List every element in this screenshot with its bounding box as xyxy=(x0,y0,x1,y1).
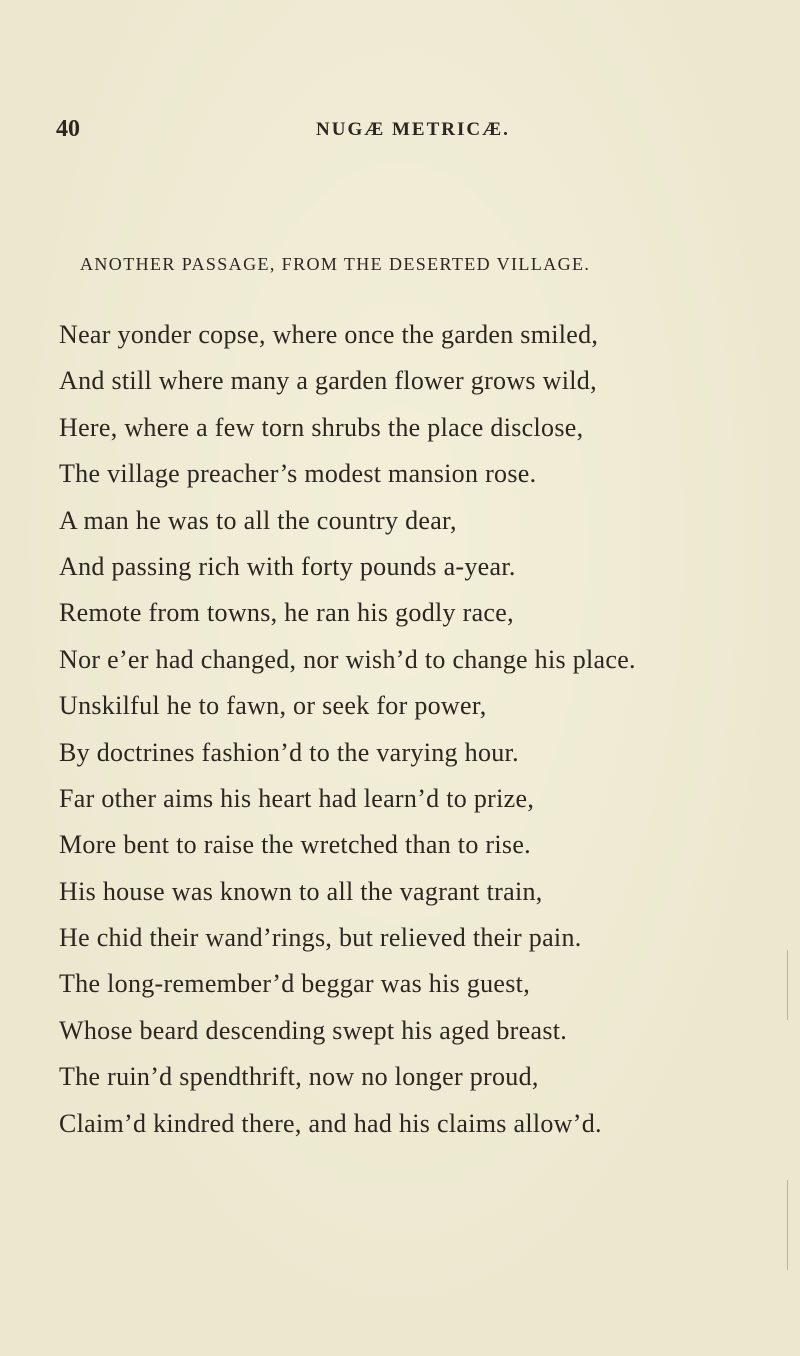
poem-line: Unskilful he to fawn, or seek for power, xyxy=(59,691,487,721)
page-header xyxy=(0,116,800,146)
running-head: NUGÆ METRICÆ. xyxy=(316,119,510,140)
poem xyxy=(59,312,779,1147)
poem-line: Whose beard descending swept his aged breast. xyxy=(59,1015,568,1045)
poem-line: The ruin’d spendthrift, now no longer proud, xyxy=(59,1062,539,1092)
poem-line: And passing rich with forty pounds a-year. xyxy=(59,551,516,581)
poem-line: By doctrines fashion’d to the varying hour. xyxy=(59,737,519,767)
poem-line: And still where many a garden flower grows wild, xyxy=(59,366,597,396)
poem-line: Remote from towns, he ran his godly race, xyxy=(59,598,514,628)
poem-line: More bent to raise the wretched than to rise. xyxy=(59,830,531,860)
paper-mark xyxy=(787,1180,788,1270)
poem-line: He chid their wand’rings, but relieved their pain. xyxy=(59,923,582,953)
page-number: 40 xyxy=(56,116,80,142)
poem-line: Near yonder copse, where once the garden smiled, xyxy=(59,320,599,349)
poem-line: A man he was to all the country dear, xyxy=(59,505,457,535)
poem-line: The village preacher’s modest mansion rose. xyxy=(59,459,537,489)
poem-line: The long-remember’d beggar was his guest, xyxy=(59,969,531,999)
paper-mark xyxy=(787,950,788,1020)
poem-line: His house was known to all the vagrant train, xyxy=(59,876,543,906)
poem-line: Nor e’er had changed, nor wish’d to change his place. xyxy=(59,644,636,674)
poem-line: Claim’d kindred there, and had his claims allow’d. xyxy=(59,1108,602,1138)
poem-line: Far other aims his heart had learn’d to prize, xyxy=(59,783,535,813)
poem-line: Here, where a few torn shrubs the place disclose, xyxy=(59,412,584,442)
section-title: ANOTHER PASSAGE, FROM THE DESERTED VILLAGE. xyxy=(80,254,591,274)
